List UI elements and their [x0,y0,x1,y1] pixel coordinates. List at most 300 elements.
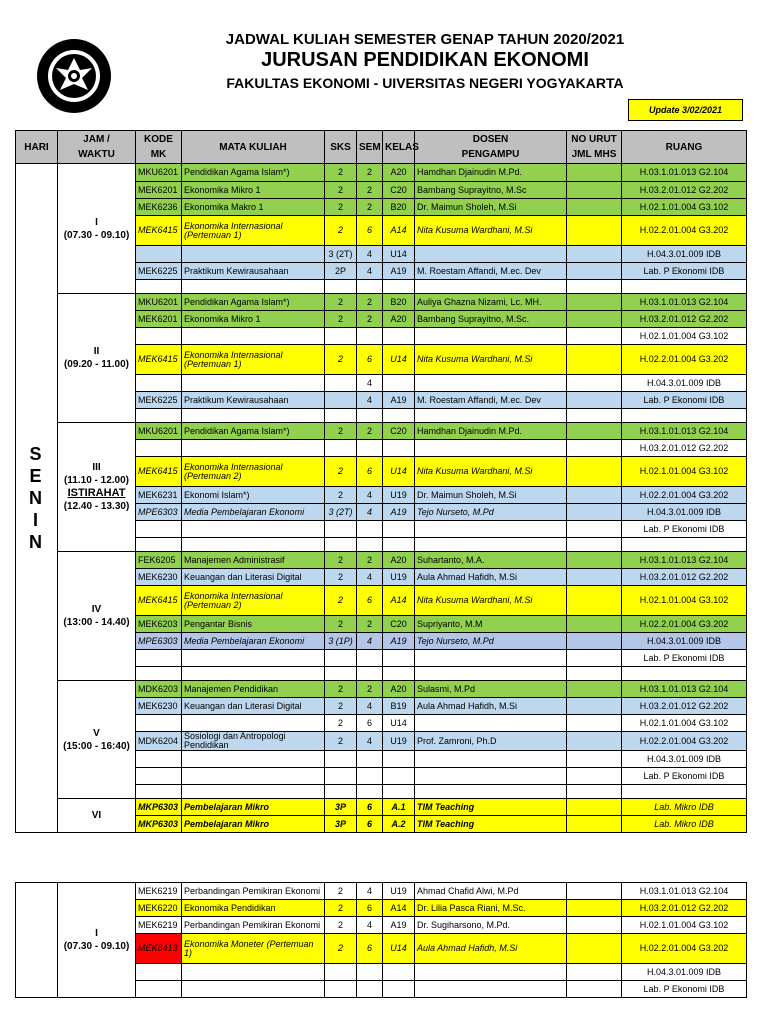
no-urut-cell [567,392,622,409]
col-dosen [415,131,567,164]
sem-cell [357,328,383,345]
session-label: V [93,727,100,739]
kelas-cell [383,799,415,816]
sks-cell-text: 2 [337,354,343,364]
sks-cell-text: 3 (2T) [328,506,353,517]
dosen-cell [415,633,567,650]
kelas-cell-text: A19 [390,506,407,517]
mata-kuliah-name: Pembelajaran Mikro [184,818,270,829]
kode-cell-text: MPE6303 [138,506,178,517]
dosen-cell-text: Dr. Maimun Sholeh, M.Si [417,201,517,212]
ruang-cell [622,246,747,263]
ruang-cell [622,883,747,900]
sem-cell [357,487,383,504]
ruang-cell-text: H.02.1.01.004 G3.102 [639,717,729,728]
sks-cell [325,768,357,785]
col-nourut-line1: NO URUT [571,134,617,145]
ruang-cell-text: Lab. P Ekonomi IDB [643,523,725,534]
kelas-cell-text: U14 [390,717,407,728]
sks-cell-text: 3P [334,818,346,829]
kelas-cell-text: A20 [390,683,407,694]
sks-cell-text: 2 [337,618,343,629]
ruang-cell [622,392,747,409]
ruang-cell [622,799,747,816]
ruang-cell [622,633,747,650]
ruang-cell-text: Lab. P Ekonomi IDB [643,770,725,781]
kode-cell [136,816,182,833]
dosen-cell [415,900,567,917]
no-urut-cell [567,457,622,487]
mata-kuliah-cell [182,263,325,280]
session-time: (07.30 - 09.10) [63,941,130,952]
ruang-cell-text: H.04.3.01.009 IDB [646,506,722,517]
ruang-cell [622,681,747,698]
mata-kuliah-name: Praktikum Kewirausahaan [184,265,289,276]
dosen-cell [415,504,567,521]
kode-cell [136,294,182,311]
kelas-cell-text: U14 [390,943,407,953]
no-urut-cell [567,182,622,199]
sks-cell [325,375,357,392]
dosen-cell [415,182,567,199]
kode-cell [136,392,182,409]
sks-cell [325,900,357,917]
ruang-cell-text: H.02.1.01.004 G3.102 [639,595,729,605]
dosen-cell-text: Dr. Sugiharsono, M.Pd. [417,919,511,930]
dosen-cell [415,650,567,667]
sks-cell-text: 2 [337,717,343,728]
sks-cell-text: 2 [337,919,343,930]
kode-cell [136,409,182,423]
sks-cell [325,715,357,732]
title-schedule: JADWAL KULIAH SEMESTER GENAP TAHUN 2020/2021 [225,31,625,48]
kelas-cell [383,586,415,616]
session-cell [58,552,136,681]
kode-cell-text: MEK6201 [138,184,178,195]
no-urut-cell [567,667,622,681]
sks-cell [325,345,357,375]
ruang-cell [622,667,747,681]
table-row [16,294,747,311]
sem-cell-text: 2 [366,425,372,436]
mata-kuliah-cell [182,538,325,552]
kode-cell-text: MEK6413 [138,943,178,953]
kelas-cell-text: U19 [390,885,407,896]
sks-cell-text: 2 [337,167,343,177]
table-row [16,799,747,816]
kelas-cell [383,633,415,650]
ruang-cell [622,216,747,246]
sem-cell-text: 4 [366,265,372,276]
sem-cell [357,981,383,998]
dosen-cell-text: Aula Ahmad Hafidh, M.Si [417,571,518,582]
kode-cell-text: MEK6236 [138,201,178,212]
ruang-cell [622,521,747,538]
kelas-cell [383,934,415,964]
kelas-cell-text: A19 [390,394,407,405]
kelas-cell-text: U14 [390,248,407,259]
ruang-cell-text: H.04.3.01.009 IDB [646,966,722,977]
sem-cell-text: 4 [366,700,372,711]
sem-cell-text: 2 [366,201,372,212]
kelas-cell [383,457,415,487]
no-urut-cell [567,900,622,917]
ruang-cell-text: H.04.3.01.009 IDB [646,635,722,646]
sks-cell-text: 3 (2T) [328,248,353,259]
sks-cell [325,552,357,569]
kelas-cell-text: A14 [390,595,407,605]
kode-cell-text: MEK6201 [138,313,178,324]
col-dosen-line1: DOSEN [472,134,509,145]
mata-kuliah-cell [182,311,325,328]
dosen-cell [415,732,567,751]
sem-cell [357,392,383,409]
kelas-cell [383,294,415,311]
kelas-cell [383,280,415,294]
kelas-cell [383,964,415,981]
kode-cell-text: FEK6205 [138,554,176,565]
dosen-cell [415,586,567,616]
mata-kuliah-cell [182,504,325,521]
mata-kuliah-name: Ekonomika Internasional [184,461,283,472]
sks-cell [325,423,357,440]
sks-cell [325,816,357,833]
dosen-cell [415,552,567,569]
kode-cell [136,423,182,440]
kelas-cell [383,199,415,216]
dosen-cell [415,409,567,423]
mata-kuliah-cell [182,457,325,487]
ruang-cell [622,569,747,586]
dosen-cell [415,917,567,934]
no-urut-cell [567,487,622,504]
ruang-cell [622,294,747,311]
kelas-cell [383,883,415,900]
ruang-cell [622,199,747,216]
sem-cell-text: 2 [366,554,372,565]
mata-kuliah-cell [182,698,325,715]
header [120,30,730,93]
ruang-cell [622,816,747,833]
ruang-cell-text: H.03.2.01.012 G2.202 [639,902,729,913]
sks-cell [325,294,357,311]
sem-cell-text: 6 [366,595,372,605]
kode-cell-text: MEK6219 [138,885,178,896]
no-urut-cell [567,934,622,964]
sks-cell [325,698,357,715]
ruang-cell-text: H.03.1.01.013 G2.104 [639,683,729,694]
col-sem: SEM [357,131,383,164]
sks-cell [325,311,357,328]
dosen-cell-text: Nita Kusuma Wardhani, M.Si [417,595,533,605]
ruang-cell-text: H.02.2.01.004 G3.202 [639,489,729,500]
no-urut-cell [567,504,622,521]
no-urut-cell [567,311,622,328]
sem-cell-text: 6 [366,801,372,812]
dosen-cell-text: Tejo Nurseto, M.Pd [417,635,494,646]
kelas-cell [383,182,415,199]
sks-cell-text: 2 [337,313,343,324]
ruang-cell [622,981,747,998]
dosen-cell-text: M. Roestam Affandi, M.ec. Dev [417,394,541,405]
kelas-cell [383,392,415,409]
sem-cell-text: 6 [366,354,372,364]
mata-kuliah-name: Praktikum Kewirausahaan [184,394,289,405]
sks-cell [325,182,357,199]
mata-kuliah-cell [182,883,325,900]
mata-kuliah-name: Perbandingan Pemikiran Ekonomi [184,919,321,930]
col-sks: SKS [325,131,357,164]
ruang-cell [622,311,747,328]
no-urut-cell [567,328,622,345]
dosen-cell [415,981,567,998]
sem-cell [357,650,383,667]
kelas-cell-text: U14 [390,466,407,476]
update-badge: Update 3/02/2021 [628,99,743,121]
kode-cell-text: MKU6201 [138,425,179,436]
ruang-cell [622,182,747,199]
sem-cell [357,294,383,311]
sks-cell [325,328,357,345]
dosen-cell [415,199,567,216]
no-urut-cell [567,715,622,732]
sem-cell [357,440,383,457]
mata-kuliah-cell [182,409,325,423]
kode-cell [136,715,182,732]
no-urut-cell [567,681,622,698]
sem-cell [357,504,383,521]
sem-cell [357,216,383,246]
session-time2: (12.40 - 13.30) [63,501,130,512]
kode-cell [136,981,182,998]
dosen-cell-text: Hamdhan Djainudin M.Pd. [417,425,523,436]
kode-cell-text: MEK6231 [138,489,178,500]
no-urut-cell [567,345,622,375]
kode-cell [136,586,182,616]
kelas-cell-text: B20 [390,201,407,212]
sks-cell [325,569,357,586]
kode-cell [136,345,182,375]
session-cell [58,423,136,552]
sks-cell [325,785,357,799]
mata-kuliah-cell [182,487,325,504]
kelas-cell-text: A19 [390,265,407,276]
ruang-cell-text: H.02.2.01.004 G3.202 [639,943,729,953]
mata-kuliah-name: Ekonomika Internasional [184,590,283,601]
sks-cell [325,934,357,964]
kode-cell [136,311,182,328]
ruang-cell [622,538,747,552]
mata-kuliah-cell [182,423,325,440]
kelas-cell [383,263,415,280]
no-urut-cell [567,964,622,981]
sks-cell-text: 2 [337,184,343,195]
dosen-cell-text: Aula Ahmad Hafidh, M.Si [417,700,518,711]
dosen-cell [415,785,567,799]
no-urut-cell [567,633,622,650]
no-urut-cell [567,917,622,934]
dosen-cell [415,392,567,409]
sem-cell [357,917,383,934]
kelas-cell [383,768,415,785]
mata-kuliah-name: Ekonomika Internasional [184,349,283,360]
dosen-cell [415,457,567,487]
kelas-cell [383,164,415,182]
kelas-cell [383,328,415,345]
ruang-cell [622,552,747,569]
dosen-cell [415,816,567,833]
dosen-cell [415,569,567,586]
hari-name: S E N I N [29,444,44,552]
kelas-cell [383,311,415,328]
session-cell [58,164,136,294]
schedule-table-senin [15,130,747,833]
kelas-cell [383,504,415,521]
session-time: (13:00 - 14.40) [63,617,130,628]
mata-kuliah-cell [182,681,325,698]
sem-cell-text: 6 [366,818,372,829]
mata-kuliah-note: (Pertemuan 2) [184,470,242,481]
session-label: IV [91,604,102,615]
ruang-cell [622,698,747,715]
kode-cell-text: MEK6219 [138,919,178,930]
sks-cell-text: 2 [337,425,343,436]
no-urut-cell [567,586,622,616]
session-label: III [92,462,101,473]
ruang-cell [622,586,747,616]
sks-cell [325,883,357,900]
dosen-cell [415,698,567,715]
kode-cell [136,785,182,799]
sem-cell [357,521,383,538]
kelas-cell-text: A20 [390,554,407,565]
kode-cell [136,552,182,569]
mata-kuliah-cell [182,900,325,917]
col-nourut-line2: JML MHS [571,149,617,160]
ruang-cell-text: Lab. Mikro IDB [654,801,714,812]
dosen-cell [415,423,567,440]
sks-cell-text: 3 (1P) [328,635,353,646]
no-urut-cell [567,199,622,216]
sem-cell-text: 6 [366,902,372,913]
kode-cell [136,504,182,521]
sem-cell [357,569,383,586]
ruang-cell [622,917,747,934]
no-urut-cell [567,751,622,768]
session-extra: ISTIRAHAT [67,487,126,499]
dosen-cell-text: Auliya Ghazna Nizami, Lc. MH. [417,296,542,307]
mata-kuliah-name: Keuangan dan Literasi Digital [184,700,302,711]
dosen-cell [415,164,567,182]
sem-cell-text: 4 [366,571,372,582]
ruang-cell-text: H.04.3.01.009 IDB [646,753,722,764]
session-label: I [95,928,98,939]
no-urut-cell [567,246,622,263]
mata-kuliah-name: Ekonomika Mikro 1 [184,313,261,324]
dosen-cell [415,294,567,311]
sks-cell [325,681,357,698]
mata-kuliah-name: Ekonomika Pendidikan [184,902,276,913]
sem-cell-text: 2 [366,618,372,629]
kode-cell-text: MEK6415 [138,595,178,605]
mata-kuliah-cell [182,785,325,799]
sks-cell [325,199,357,216]
sem-cell-text: 2 [366,296,372,307]
sks-cell-text: 2 [337,296,343,307]
dosen-cell-text: Aula Ahmad Hafidh, M.Si [417,943,518,953]
ruang-cell [622,345,747,375]
ruang-cell [622,934,747,964]
dosen-cell [415,263,567,280]
sem-cell-text: 4 [366,377,372,388]
mata-kuliah-cell [182,569,325,586]
mata-kuliah-cell [182,633,325,650]
dosen-cell [415,375,567,392]
mata-kuliah-name: Perbandingan Pemikiran Ekonomi [184,885,321,896]
kode-cell-text: MKU6201 [138,296,179,307]
kode-cell [136,934,182,964]
col-jam [58,131,136,164]
ruang-cell-text: H.02.1.01.004 G3.102 [639,201,729,212]
dosen-cell [415,667,567,681]
mata-kuliah-note: (Pertemuan 2) [184,599,242,610]
col-dosen-line2: PENGAMPU [461,149,520,160]
kode-cell [136,964,182,981]
dosen-cell [415,311,567,328]
col-kelas: KELAS [383,131,415,164]
table-row [16,681,747,698]
kode-cell [136,768,182,785]
dosen-cell [415,883,567,900]
mata-kuliah-name: Pendidikan Agama Islam*) [184,296,290,307]
kode-cell [136,883,182,900]
hari-cell [16,164,58,833]
col-ruang: RUANG [622,131,747,164]
kode-cell [136,681,182,698]
sks-cell-text: 2 [337,700,343,711]
kode-cell [136,538,182,552]
kode-cell [136,440,182,457]
kelas-cell-text: C20 [390,184,407,195]
session-label: I [95,216,98,228]
sks-cell [325,799,357,816]
ruang-cell [622,715,747,732]
ruang-cell-text: Lab. P Ekonomi IDB [643,265,725,276]
kode-cell-text: MKU6201 [138,167,179,177]
no-urut-cell [567,616,622,633]
ruang-cell-text: Lab. P Ekonomi IDB [643,652,725,663]
col-hari: HARI [16,131,58,164]
sks-cell-text: 2 [337,201,343,212]
ruang-cell [622,164,747,182]
dosen-cell-text: TIM Teaching [417,818,475,829]
sem-cell [357,715,383,732]
no-urut-cell [567,732,622,751]
kelas-cell [383,375,415,392]
kelas-cell [383,423,415,440]
table-row [16,883,747,900]
sem-cell [357,538,383,552]
mata-kuliah-cell [182,216,325,246]
kelas-cell [383,216,415,246]
col-jam-line2: WAKTU [78,149,115,160]
ruang-cell [622,423,747,440]
dosen-cell-text: TIM Teaching [417,801,475,812]
sem-cell-text: 2 [366,313,372,324]
sem-cell-text: 6 [366,717,372,728]
ruang-cell-text: H.02.2.01.004 G3.202 [639,225,729,235]
no-urut-cell [567,698,622,715]
